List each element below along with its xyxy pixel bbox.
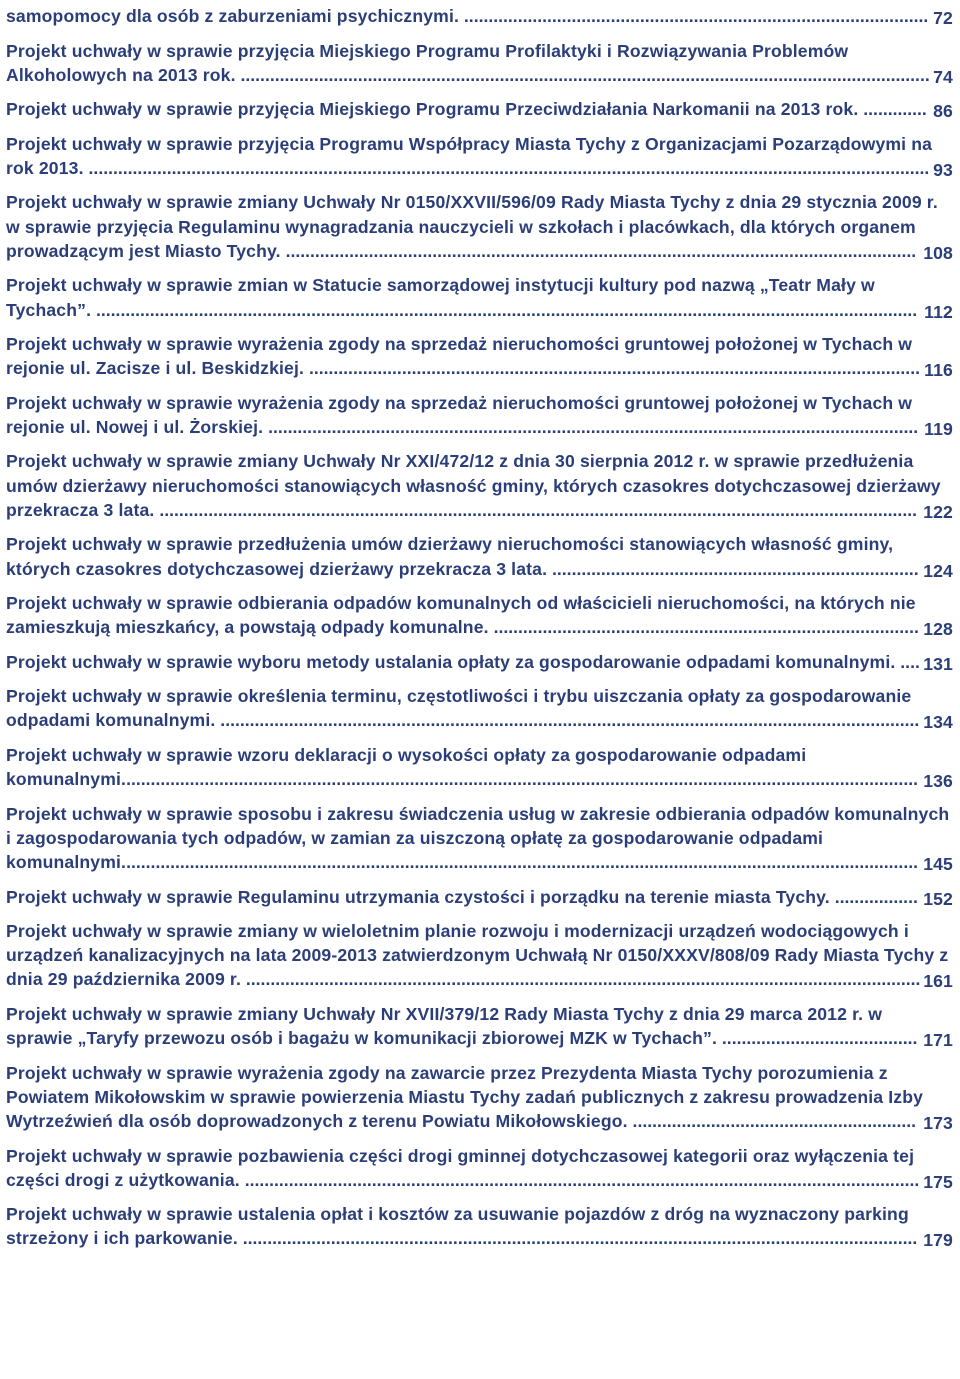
toc-page-number: 93 bbox=[931, 158, 953, 182]
toc-entry[interactable] bbox=[6, 391, 953, 439]
toc-page-number: 179 bbox=[921, 1228, 953, 1252]
dot-leader: ..................................................................................................................................... bbox=[263, 416, 919, 437]
toc-entry[interactable] bbox=[6, 1061, 953, 1134]
toc-page-number: 152 bbox=[921, 887, 953, 911]
toc-entry[interactable] bbox=[6, 39, 953, 87]
toc-page-number: 175 bbox=[921, 1170, 953, 1194]
toc-entry-title: Projekt uchwały w sprawie zmiany w wieloletnim planie rozwoju i modernizacji urządzeń wodociągowych i urządzeń kanalizacyjnych na lata 2009-2013 zatwierdzonym Uchwałą Nr 0150/XXXV/808/09 Rady Miasta Tychy z dnia 29 października 2009 r. bbox=[6, 921, 949, 990]
toc-page-number: 72 bbox=[931, 6, 953, 30]
toc-entry[interactable] bbox=[6, 97, 953, 121]
dot-leader: .................................................................................................................................................................. bbox=[126, 769, 918, 790]
toc-entry-title: Projekt uchwały w sprawie odbierania odpadów komunalnych od właścicieli nieruchomości, na których nie zamieszkują mieszkańcy, a powstają odpady komunalne. bbox=[6, 593, 916, 638]
toc-entry-title: Projekt uchwały w sprawie wyrażenia zgody na zawarcie przez Prezydenta Miasta Tychy porozumienia z Powiatem Mikołowskim w sprawie powierzenia Miastu Tychy zadań publicznych z zakresu prowadzenia Izby Wytrzeźwień dla osób doprowadzonych z terenu Powiatu Mikołowskiego. bbox=[6, 1062, 924, 1132]
dot-leader: ................. bbox=[829, 886, 918, 907]
dot-leader: ....................................................................................... bbox=[488, 617, 919, 638]
dot-leader: ............. bbox=[858, 99, 927, 120]
toc-entry[interactable] bbox=[6, 650, 953, 674]
dot-leader: ............................................................................................................................................................................ bbox=[83, 157, 930, 178]
dot-leader: .... bbox=[895, 651, 920, 672]
dot-leader: ........................................................................................................................................................... bbox=[154, 499, 917, 520]
toc-entry[interactable] bbox=[6, 591, 953, 639]
toc-entry[interactable] bbox=[6, 1202, 953, 1250]
toc-entry[interactable] bbox=[6, 743, 953, 791]
toc-page-number: 116 bbox=[922, 358, 953, 382]
toc-entry[interactable] bbox=[6, 802, 953, 875]
dot-leader: .......................................................... bbox=[627, 1111, 917, 1132]
dot-leader: .......................................................................................................................................... bbox=[241, 969, 921, 990]
toc-page-number: 108 bbox=[921, 241, 953, 265]
toc-entry-title: Projekt uchwały w sprawie wyrażenia zgody na sprzedaż nieruchomości gruntowej położonej w Tychach w rejonie ul. Nowej i ul. Żorskiej. bbox=[6, 392, 913, 437]
toc-page-number: 136 bbox=[921, 769, 953, 793]
dot-leader: .......................................................................................................................................... bbox=[237, 1228, 918, 1249]
toc-entry[interactable] bbox=[6, 449, 953, 522]
toc-entry[interactable] bbox=[6, 885, 953, 909]
toc-entry-title: Projekt uchwały w sprawie przyjęcia Miejskiego Programu Profilaktyki i Rozwiązywania Problemów Alkoholowych na 2013 rok. bbox=[6, 40, 849, 85]
dot-leader: ................................................................................................................................. bbox=[280, 240, 917, 261]
toc-entry[interactable] bbox=[6, 190, 953, 263]
toc-entry[interactable] bbox=[6, 1002, 953, 1050]
toc-entry-title: Projekt uchwały w sprawie zmiany Uchwały Nr XXI/472/12 z dnia 30 sierpnia 2012 r. w sprawie przedłużenia umów dzierżawy nieruchomości stanowiących własność gminy, których czasokres dotychczasowej dzierżawy przekracza 3 lata. bbox=[6, 451, 941, 520]
dot-leader: ........................................................................... bbox=[547, 558, 919, 579]
toc-page-number: 74 bbox=[931, 65, 953, 89]
toc-entry-title: Projekt uchwały w sprawie przedłużenia umów dzierżawy nieruchomości stanowiących własność gminy, których czasokres dotychczasowej dzierżawy przekracza 3 lata. bbox=[6, 534, 894, 579]
toc-page-number: 131 bbox=[921, 652, 953, 676]
toc-entry[interactable] bbox=[6, 273, 953, 321]
dot-leader: ............................................................................................................................................... bbox=[215, 710, 920, 731]
toc-entry-title: Projekt uchwały w sprawie zmiany Uchwały Nr XVII/379/12 Rady Miasta Tychy z dnia 29 marca 2012 r. w sprawie „Taryfy przewozu osób i bagażu w komunikacji zbiorowej MZK w Tychach”. bbox=[6, 1003, 883, 1049]
toc-entry[interactable] bbox=[6, 532, 953, 580]
toc-entry-title: Projekt uchwały w sprawie wyrażenia zgody na sprzedaż nieruchomości gruntowej położonej w Tychach w rejonie ul. Zacisze i ul. Beskidzkiej. bbox=[6, 334, 913, 379]
toc-entry-title: Projekt uchwały w sprawie pozbawienia części drogi gminnej dotychczasowej kategorii oraz wyłączenia tej części drogi z użytkowania. bbox=[6, 1145, 915, 1190]
toc-entry-title: Projekt uchwały w sprawie przyjęcia Miejskiego Programu Przeciwdziałania Narkomanii na 2013 rok. bbox=[6, 99, 859, 120]
dot-leader: ............................................................................................... bbox=[459, 6, 929, 26]
toc-entry[interactable] bbox=[6, 684, 953, 732]
toc-page-number: 171 bbox=[921, 1028, 953, 1052]
toc-entry-title: Projekt uchwały w sprawie sposobu i zakresu świadczenia usług w zakresie odbierania odpadów komunalnych i zagospodarowania tych odpadów, w zamian za uiszczoną opłatę za gospodarowanie odpadami komunalnymi. bbox=[6, 803, 950, 873]
toc-page-number: 124 bbox=[921, 559, 953, 583]
toc-page-number: 86 bbox=[931, 99, 953, 123]
toc-entry[interactable] bbox=[6, 132, 953, 180]
dot-leader: ............................................................................................................................................. bbox=[235, 64, 930, 85]
toc-entry-title: Projekt uchwały w sprawie określenia terminu, częstotliwości i trybu uiszczania opłaty za gospodarowanie odpadami komunalnymi. bbox=[6, 686, 912, 731]
toc-entry-title: Projekt uchwały w sprawie wzoru deklaracji o wysokości opłaty za gospodarowanie odpadami komunalnymi. bbox=[6, 744, 807, 790]
toc-page-number: 112 bbox=[922, 300, 953, 324]
toc-entry[interactable] bbox=[6, 4, 953, 28]
dot-leader: ........................................ bbox=[717, 1028, 918, 1049]
toc-page-number: 173 bbox=[921, 1111, 953, 1135]
toc-page-number: 134 bbox=[921, 710, 953, 734]
dot-leader: ............................................................................................................................. bbox=[304, 358, 920, 379]
toc-page-number: 119 bbox=[922, 417, 953, 441]
dot-leader: .......................................................................................................................................... bbox=[239, 1169, 920, 1190]
dot-leader: .................................................................................................................................................................. bbox=[126, 852, 918, 873]
toc-entry-title: Projekt uchwały w sprawie zmiany Uchwały Nr 0150/XXVII/596/09 Rady Miasta Tychy z dnia 29 stycznia 2009 r. w sprawie przyjęcia Regulaminu wynagradzania nauczycieli w szkołach i placówkach, dla których organem prowadzącym jest Miasto Tychy. bbox=[6, 192, 938, 261]
toc-page-number: 145 bbox=[921, 852, 953, 876]
toc-entry-title: Projekt uchwały w sprawie ustalenia opłat i kosztów za usuwanie pojazdów z dróg na wyznaczony parking strzeżony i ich parkowanie. bbox=[6, 1204, 909, 1249]
toc-entry[interactable] bbox=[6, 332, 953, 380]
toc-page-number: 122 bbox=[921, 500, 953, 524]
toc-entry-title: Projekt uchwały w sprawie Regulaminu utrzymania czystości i porządku na terenie miasta Tychy. bbox=[6, 886, 830, 907]
toc-entry-title: Projekt uchwały w sprawie wyboru metody ustalania opłaty za gospodarowanie odpadami komunalnymi. bbox=[6, 651, 896, 672]
toc-entry-title: Projekt uchwały w sprawie przyjęcia Programu Współpracy Miasta Tychy z Organizacjami Pozarządowymi na rok 2013. bbox=[6, 133, 933, 178]
toc-entry-title: Projekt uchwały w sprawie zmian w Statucie samorządowej instytucji kultury pod nazwą „Teatr Mały w Tychach”. bbox=[6, 275, 875, 320]
toc-entry[interactable] bbox=[6, 919, 953, 992]
toc-entry-title: samopomocy dla osób z zaburzeniami psychicznymi. bbox=[6, 6, 460, 26]
toc-entry[interactable] bbox=[6, 1144, 953, 1192]
toc-page-number: 128 bbox=[921, 617, 953, 641]
dot-leader: ........................................................................................................................................................................ bbox=[91, 299, 918, 320]
toc-page-number: 161 bbox=[921, 969, 953, 993]
